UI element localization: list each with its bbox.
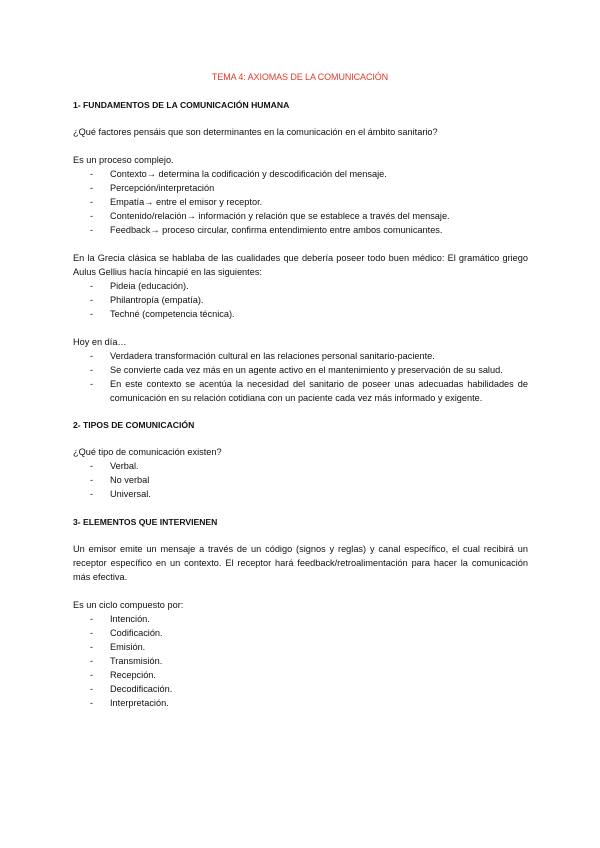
list-item: - Philantropía (empatía).: [73, 293, 528, 307]
list-item: - Intención.: [73, 612, 528, 626]
section-2-heading: 2- TIPOS DE COMUNICACIÓN: [73, 420, 195, 430]
list-item: - Recepción.: [73, 668, 528, 682]
list-item: - Universal.: [73, 487, 528, 501]
section-2-question: ¿Qué tipo de comunicación existen?: [73, 447, 222, 457]
section-1-intro: Es un proceso complejo.: [73, 155, 174, 165]
types-list: [73, 459, 528, 501]
greece-list: [73, 279, 528, 321]
section-3-paragraph: Un emisor emite un mensaje a través de un código (signos y reglas) y canal específico, el cual recibirá un receptor específico en un contexto. El receptor hará feedback/retroalimentación para hacer la comunicación más efectiva.: [73, 544, 528, 582]
list-item: - Contenido/relación→ información y relación que se establece a través del mensaje.: [73, 209, 528, 223]
list-item: - Se convierte cada vez más en un agente activo en el mantenimiento y preservación de su salud.: [73, 363, 528, 377]
list-item: - Emisión.: [73, 640, 528, 654]
list-item: - Transmisión.: [73, 654, 528, 668]
factors-list: [73, 167, 528, 237]
list-item: - Empatía→ entre el emisor y receptor.: [73, 195, 528, 209]
cycle-intro: Es un ciclo compuesto por:: [73, 600, 184, 610]
today-list: [73, 349, 528, 405]
document-body: [73, 98, 528, 710]
section-3-heading: 3- ELEMENTOS QUE INTERVIENEN: [73, 517, 218, 527]
list-item: - Codificación.: [73, 626, 528, 640]
list-item: - Verdadera transformación cultural en las relaciones personal sanitario-paciente.: [73, 349, 528, 363]
list-item: - Percepción/interpretación: [73, 181, 528, 195]
list-item: - En este contexto se acentúa la necesidad del sanitario de poseer unas adecuadas habilidades de comunicación en su relación cotidiana con un paciente cada vez más informado y exigente.: [73, 377, 528, 405]
section-1-heading: 1- FUNDAMENTOS DE LA COMUNICACIÓN HUMANA: [73, 100, 290, 110]
list-item: - Pideia (educación).: [73, 279, 528, 293]
greece-paragraph: En la Grecia clásica se hablaba de las cualidades que debería poseer todo buen médico: El gramático griego Aulus Gellius hacía hincapié en las siguientes:: [73, 253, 528, 277]
today-intro: Hoy en día…: [73, 337, 127, 347]
page-title: TEMA 4: AXIOMAS DE LA COMUNICACIÓN: [211, 72, 389, 82]
list-item: - Techné (competencia técnica).: [73, 307, 528, 321]
list-item: - Feedback→ proceso circular, confirma entendimiento entre ambos comunicantes.: [73, 223, 528, 237]
section-1-question: ¿Qué factores pensáis que son determinantes en la comunicación en el ámbito sanitario?: [73, 127, 438, 137]
list-item: - Decodificación.: [73, 682, 528, 696]
cycle-list: [73, 612, 528, 710]
list-item: - Contexto→ determina la codificación y descodificación del mensaje.: [73, 167, 528, 181]
list-item: - Verbal.: [73, 459, 528, 473]
list-item: - Interpretación.: [73, 696, 528, 710]
list-item: - No verbal: [73, 473, 528, 487]
